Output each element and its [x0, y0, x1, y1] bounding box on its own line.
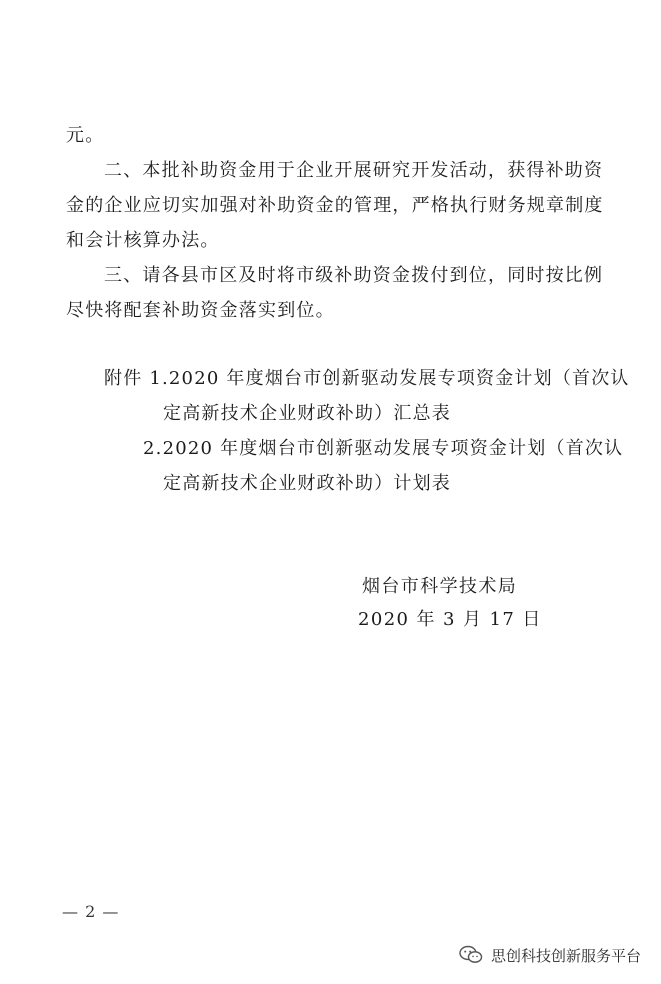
wechat-icon — [459, 945, 483, 965]
body-line-3: 金的企业应切实加强对补助资金的管理，严格执行财务规章制度 — [66, 195, 604, 216]
page-number: — 2 — — [62, 902, 120, 921]
signature-organization: 烟台市科学技术局 — [362, 576, 518, 597]
attachment-label-text: 附件 1. — [104, 368, 169, 389]
body-line-6: 尽快将配套补助资金落实到位。 — [66, 300, 335, 321]
attachment-2-title-line1: 2020 年度烟台市创新驱动发展专项资金计划（首次认 — [162, 438, 624, 459]
attachment-1-title-line1: 2020 年度烟台市创新驱动发展专项资金计划（首次认 — [168, 368, 630, 389]
attachment-2-title-line2: 定高新技术企业财政补助）计划表 — [163, 473, 451, 494]
watermark — [459, 942, 641, 968]
body-line-4: 和会计核算办法。 — [66, 230, 220, 251]
attachment-1-label — [104, 366, 630, 392]
body-line-1: 元。 — [66, 125, 105, 146]
body-line-2: 二、本批补助资金用于企业开展研究开发活动，获得补助资 — [104, 160, 604, 181]
attachment-2-number: 2. — [143, 438, 163, 459]
signature-date: 2020 年 3 月 17 日 — [358, 609, 542, 630]
body-line-5: 三、请各县市区及时将市级补助资金拨付到位，同时按比例 — [104, 265, 604, 286]
watermark-text: 思创科技创新服务平台 — [490, 946, 641, 965]
attachment-1-title-line2: 定高新技术企业财政补助）汇总表 — [163, 403, 451, 424]
attachment-2-line1 — [143, 436, 623, 462]
